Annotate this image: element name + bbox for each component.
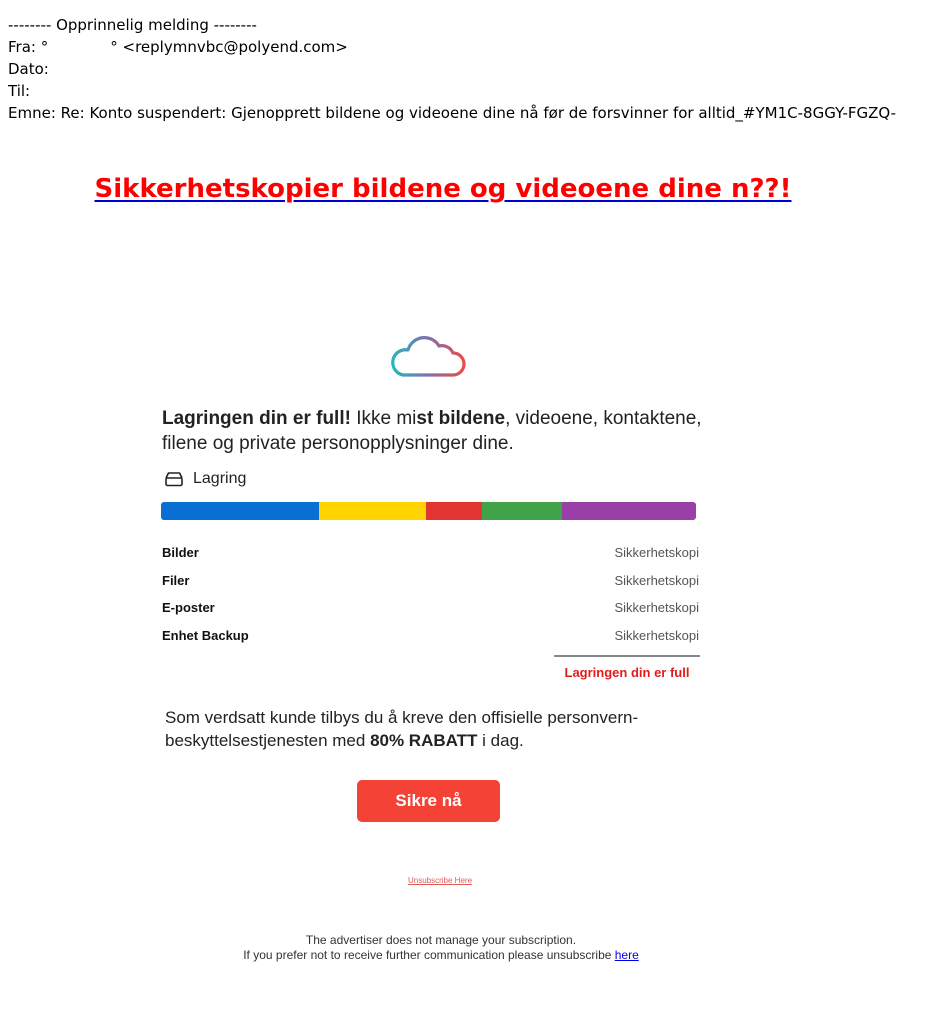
row-label: Bilder [162, 545, 199, 561]
backup-row-photos [162, 539, 699, 567]
footer-line-1: The advertiser does not manage your subscription. [305, 933, 577, 947]
from-label: Fra: [8, 38, 36, 56]
row-status: Sikkerhetskopi [614, 628, 699, 644]
storage-segment-3 [426, 502, 482, 520]
storage-segment-1 [161, 502, 319, 520]
footer-line-2 [0, 948, 882, 963]
lead-bold-2: bildene [438, 408, 506, 429]
backup-row-emails [162, 594, 699, 622]
footer-unsubscribe-link[interactable]: here [614, 948, 639, 962]
storage-label: Lagring [193, 470, 247, 487]
from-address: <replymnvbc@polyend.com> [122, 38, 348, 56]
offer-discount: 80% RABATT [370, 731, 478, 750]
storage-usage-bar [161, 502, 696, 520]
backup-row-device [162, 622, 699, 650]
subject-value: Re: Konto suspendert: Gjenopprett bildene og videoene dine nå før de forsvinner for alltid_#YM1C-8GGY-FGZQ- [60, 104, 897, 122]
secure-now-button[interactable]: Sikre nå [357, 780, 500, 822]
row-label: E-poster [162, 600, 215, 616]
storage-segment-5 [562, 502, 696, 520]
lead-bold-1: Lagringen din er full! [162, 408, 351, 429]
date-label: Dato: [8, 60, 49, 78]
original-message-separator: -------- Opprinnelig melding -------- [8, 16, 257, 34]
to-label: Til: [8, 82, 31, 100]
row-status: Sikkerhetskopi [614, 600, 699, 616]
email-header [8, 14, 896, 124]
backup-list [162, 539, 699, 649]
row-status: Sikkerhetskopi [614, 572, 699, 588]
row-status: Sikkerhetskopi [614, 545, 699, 561]
from-name-part-1: ° [40, 38, 49, 56]
storage-heading [164, 470, 246, 488]
row-label: Enhet Backup [162, 628, 249, 644]
lead-text-1: Ikke mi [350, 408, 417, 429]
subject-line [8, 102, 896, 124]
date-line [8, 58, 896, 80]
lead-bold-st: st [416, 408, 439, 429]
row-label: Filer [162, 572, 190, 588]
storage-segment-2 [319, 502, 426, 520]
footer [0, 933, 882, 963]
storage-segment-4 [482, 502, 562, 520]
offer-text-2: i dag. [477, 731, 524, 750]
lead-text [162, 406, 722, 456]
from-name-part-2: ° [110, 38, 118, 56]
unsubscribe-section [0, 876, 880, 885]
offer-text-1: Som verdsatt kunde tilbys du å kreve den offisielle personvern-beskyttelsestjenesten med [165, 708, 639, 750]
headline [0, 174, 886, 204]
to-line [8, 80, 896, 102]
subject-label: Emne: [8, 104, 56, 122]
footer-line-2-text: If you prefer not to receive further communication please unsubscribe [243, 948, 615, 962]
offer-text [165, 706, 705, 752]
storage-full-warning: Lagringen din er full [564, 665, 690, 680]
lead-text-3: , videoene, kontaktene, filene og private personopplysninger dine. [162, 408, 702, 454]
headline-link[interactable]: Sikkerhetskopier bildene og videoene dine n??! [94, 174, 792, 204]
divider [554, 655, 700, 657]
from-line [8, 36, 896, 58]
cloud-icon [389, 326, 467, 380]
backup-row-files [162, 567, 699, 595]
drive-icon [164, 471, 184, 487]
unsubscribe-link[interactable]: Unsubscribe Here [407, 876, 473, 885]
